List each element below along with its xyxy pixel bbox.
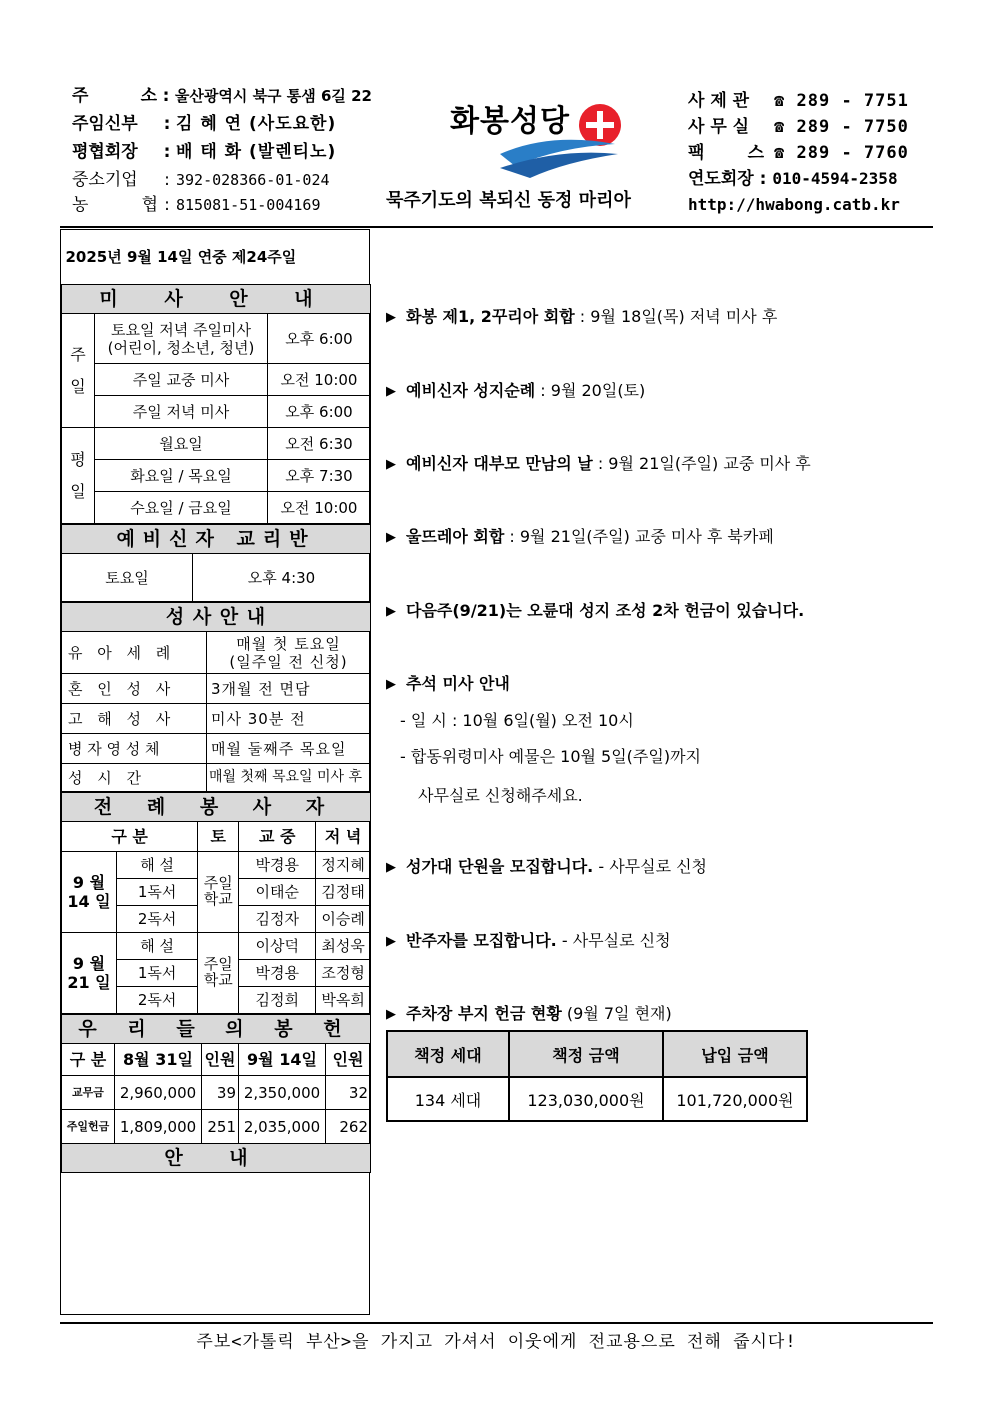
council-name: 배 태 화 (발렌티노) — [176, 142, 337, 162]
mass-name: 수요일 / 금요일 — [95, 492, 268, 524]
liturgy-cell: 김정자 — [239, 906, 316, 933]
liturgy-header: 구 분 — [62, 822, 198, 852]
phone-icon: ☎ — [774, 117, 786, 137]
website-link[interactable]: http://hwabong.catb.kr — [688, 195, 900, 214]
pastor-name: 김 혜 연 (사도요한) — [176, 114, 337, 134]
footer-divider — [60, 1322, 933, 1324]
parking-cell: 123,030,000원 — [509, 1077, 663, 1121]
liturgy-cell: 조정형 — [316, 960, 371, 987]
sacrament-name: 병 자 영 성 체 — [62, 734, 207, 764]
liturgy-role: 1독서 — [117, 960, 198, 987]
council-label: 평협회장 — [72, 142, 138, 162]
parking-table — [386, 1030, 808, 1122]
motto: 묵주기도의 복되신 동정 마리아 — [386, 190, 631, 211]
mass-name: 화요일 / 목요일 — [95, 460, 268, 492]
phone-icon: ☎ — [774, 91, 786, 111]
notice-item: ▶ 다음주(9/21)는 오륜대 성지 조성 2차 헌금이 있습니다. — [386, 601, 805, 620]
mass-name: 월요일 — [95, 428, 268, 460]
notice-title: 안 내 — [62, 1144, 371, 1173]
phone-icon: ☎ — [774, 143, 786, 163]
mass-time: 오전 10:00 — [268, 492, 371, 524]
triangle-icon: ▶ — [386, 934, 396, 949]
catechumen-time: 오후 4:30 — [193, 554, 371, 602]
parking-header: 납입 금액 — [663, 1031, 807, 1077]
liturgy-date: 9 월 21 일 — [62, 933, 117, 1014]
bank1-account: 392-028366-01-024 — [176, 171, 330, 189]
triangle-icon: ▶ — [386, 457, 396, 472]
sunday-school: 주일학교 — [198, 933, 239, 1014]
catechumen-title: 예비신자 교리반 — [62, 525, 371, 554]
liturgy-cell: 최성욱 — [316, 933, 371, 960]
liturgy-cell: 박경용 — [239, 960, 316, 987]
contact-info — [688, 88, 933, 218]
triangle-icon: ▶ — [386, 604, 396, 619]
sacrament-name: 성 시 간 — [62, 764, 207, 792]
header-divider — [60, 226, 933, 228]
offering-value: 2,350,000 — [239, 1076, 326, 1110]
bank2-label: 농 협 — [72, 195, 158, 215]
triangle-icon: ▶ — [386, 860, 396, 875]
liturgy-cell: 이승례 — [316, 906, 371, 933]
liturgy-header: 저 녁 — [316, 822, 371, 852]
notice-item: ▶ 예비신자 성지순례 : 9월 20일(토) — [386, 381, 646, 400]
parking-cell: 134 세대 — [387, 1077, 509, 1121]
notice-item: ▶ 화봉 제1, 2꾸리아 회합 : 9월 18일(목) 저녁 미사 후 — [386, 307, 778, 326]
triangle-icon: ▶ — [386, 1007, 396, 1022]
contact-yeondo: 연도회장 : 010-4594-2358 — [688, 169, 898, 189]
notice-item: ▶ 예비신자 대부모 만남의 날 : 9월 21일(주일) 교중 미사 후 — [386, 454, 811, 473]
parking-header: 책정 금액 — [509, 1031, 663, 1077]
offering-count: 39 — [202, 1076, 239, 1110]
offering-name: 주일헌금 — [62, 1110, 115, 1144]
offering-title: 우 리 들 의 봉 헌 — [62, 1015, 371, 1044]
address-label: 주 소 — [72, 86, 158, 106]
mass-name: 주일 저녁 미사 — [95, 396, 268, 428]
left-column — [60, 229, 370, 1315]
mass-time: 오후 6:00 — [268, 314, 371, 364]
chuseok-detail: - 일 시 : 10월 6일(월) 오전 10시 — [400, 711, 634, 730]
church-name: 화봉성당 — [450, 104, 570, 139]
sacrament-value: 3개월 전 면담 — [207, 674, 371, 704]
liturgy-cell: 이상덕 — [239, 933, 316, 960]
contact-office: 사 무 실 ☎ 289 - 7750 — [688, 117, 909, 137]
sacrament-value: 매월 둘째주 목요일 — [207, 734, 371, 764]
liturgy-cell: 박옥희 — [316, 987, 371, 1014]
mass-name: 토요일 저녁 주일미사 (어린이, 청소년, 청년) — [95, 314, 268, 364]
liturgy-cell: 박경용 — [239, 852, 316, 879]
mass-time: 오후 6:00 — [268, 396, 371, 428]
offering-header: 9월 14일 — [239, 1044, 326, 1076]
sunday-school: 주일학교 — [198, 852, 239, 933]
sacrament-name: 유 아 세 례 — [62, 632, 207, 674]
offering-header: 8월 31일 — [115, 1044, 202, 1076]
offering-value: 2,960,000 — [115, 1076, 202, 1110]
catechumen-day: 토요일 — [62, 554, 193, 602]
liturgy-header: 교 중 — [239, 822, 316, 852]
liturgy-cell: 정지혜 — [316, 852, 371, 879]
mass-name: 주일 교중 미사 — [95, 364, 268, 396]
mass-time: 오전 6:30 — [268, 428, 371, 460]
contact-rectory: 사 제 관 ☎ 289 - 7751 — [688, 91, 909, 111]
offering-name: 교무금 — [62, 1076, 115, 1110]
notice-item: ▶ 추석 미사 안내 — [386, 674, 510, 693]
offering-count: 262 — [326, 1110, 371, 1144]
church-logo — [440, 92, 640, 187]
parking-header: 책정 세대 — [387, 1031, 509, 1077]
triangle-icon: ▶ — [386, 384, 396, 399]
date-title: 2025년 9월 14일 연중 제24주일 — [62, 230, 371, 285]
liturgy-role: 1독서 — [117, 879, 198, 906]
sacrament-name: 혼 인 성 사 — [62, 674, 207, 704]
liturgy-header: 토 — [198, 822, 239, 852]
offering-value: 1,809,000 — [115, 1110, 202, 1144]
notice-item: ▶ 성가대 단원을 모집합니다. - 사무실로 신청 — [386, 857, 708, 876]
pastor-label: 주임신부 — [72, 114, 138, 134]
liturgy-cell: 김정희 — [239, 987, 316, 1014]
sacrament-title: 성 사 안 내 — [62, 603, 371, 632]
sacrament-value: 매월 첫째 목요일 미사 후 — [207, 764, 371, 792]
offering-count: 32 — [326, 1076, 371, 1110]
address: 울산광역시 북구 통샘 6길 22 — [174, 87, 372, 105]
notice-item: ▶ 반주자를 모집합니다. - 사무실로 신청 — [386, 931, 671, 950]
logo-graphic — [440, 92, 640, 187]
bank2-account: 815081-51-004169 — [176, 196, 321, 214]
offering-value: 2,035,000 — [239, 1110, 326, 1144]
liturgy-cell: 이태순 — [239, 879, 316, 906]
liturgy-role: 해 설 — [117, 933, 198, 960]
mass-time: 오후 7:30 — [268, 460, 371, 492]
liturgy-date: 9 월 14 일 — [62, 852, 117, 933]
sacrament-value: 매월 첫 토요일 (일주일 전 신청) — [207, 632, 371, 674]
sacrament-value: 미사 30분 전 — [207, 704, 371, 734]
liturgy-title: 전 례 봉 사 자 — [62, 793, 371, 822]
chuseok-detail: 사무실로 신청해주세요. — [418, 786, 583, 805]
offering-header: 구 분 — [62, 1044, 115, 1076]
triangle-icon: ▶ — [386, 677, 396, 692]
notice-item: ▶ 울뜨레아 회합 : 9월 21일(주일) 교중 미사 후 북카페 — [386, 527, 774, 546]
sacrament-name: 고 해 성 사 — [62, 704, 207, 734]
offering-count: 251 — [202, 1110, 239, 1144]
triangle-icon: ▶ — [386, 310, 396, 325]
liturgy-cell: 김정태 — [316, 879, 371, 906]
bank1-label: 중소기업 — [72, 170, 138, 190]
header-info: 주 소 : 울산광역시 북구 통샘 6길 22 주임신부 : 김 혜 연 (사도요한) 평협회장 : 배 태 화 (발렌티노) 중소기업 : 392-028366-01-024 농 협 : 815081-51-004169 — [72, 82, 372, 216]
mass-time: 오전 10:00 — [268, 364, 371, 396]
contact-fax: 팩 스 ☎ 289 - 7760 — [688, 143, 909, 163]
weekday-label: 평 일 — [62, 428, 95, 524]
liturgy-role: 해 설 — [117, 852, 198, 879]
mass-title: 미 사 안 내 — [62, 285, 371, 314]
parking-cell: 101,720,000원 — [663, 1077, 807, 1121]
triangle-icon: ▶ — [386, 530, 396, 545]
chuseok-detail: - 합동위령미사 예물은 10월 5일(주일)까지 — [400, 747, 701, 766]
liturgy-role: 2독서 — [117, 987, 198, 1014]
offering-header: 인원 — [326, 1044, 371, 1076]
footer-text: 주보<가톨릭 부산>을 가지고 가셔서 이웃에게 전교용으로 전해 줍시다! — [196, 1332, 797, 1352]
notice-item: ▶ 주차장 부지 헌금 현황 (9월 7일 현재) — [386, 1004, 672, 1023]
liturgy-role: 2독서 — [117, 906, 198, 933]
sunday-label: 주 일 — [62, 314, 95, 428]
offering-header: 인원 — [202, 1044, 239, 1076]
